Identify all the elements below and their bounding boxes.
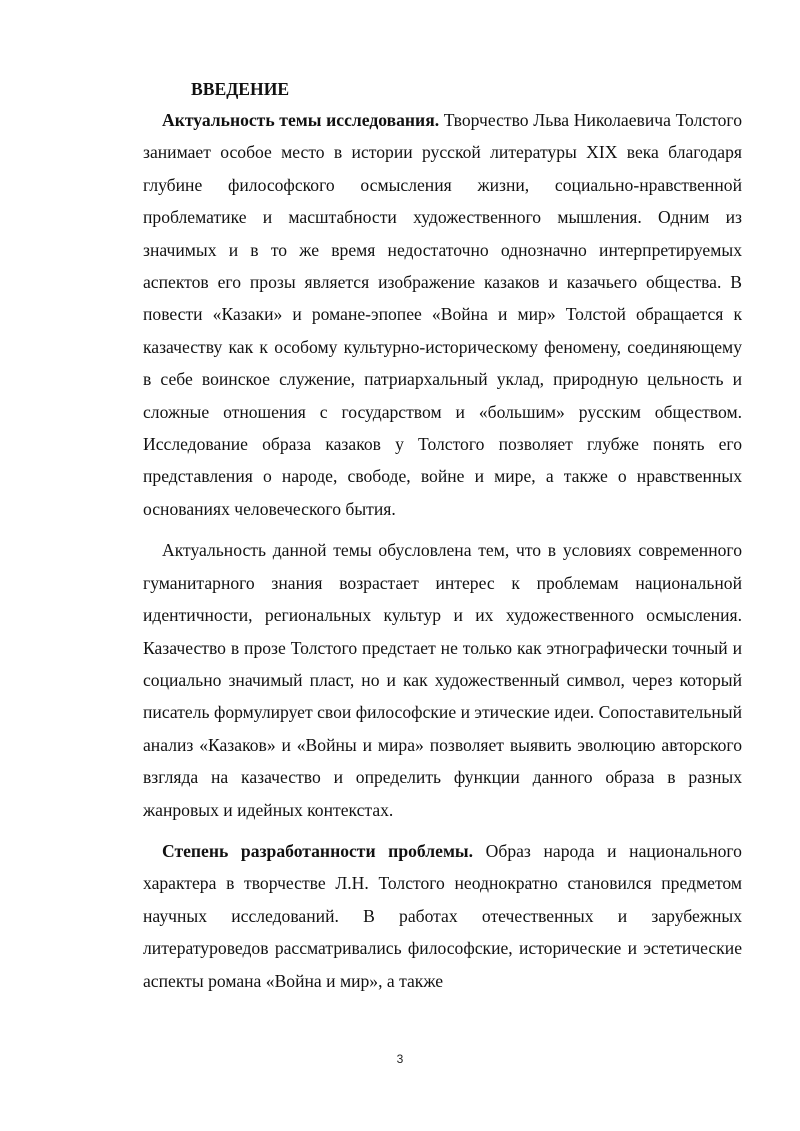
paragraph-text: Творчество Льва Николаевича Толстого занимает особое место в истории русской литературы XIX века благодаря глубине философского осмысления жизни, социально-нравственной проблематике и масштабности художественного мышления. Одним из значимых и в то же время недостаточно однозначно интерпретируемых аспектов его прозы является изображение казаков и казачьего общества. В повести «Казаки» и романе-эпопее «Война и мир» Толстой обращается к казачеству как к особому культурно-историческому феномену, соединяющему в себе воинское служение, патриархальный уклад, природную цельность и сложные отношения с государством и «большим» русским обществом. Исследование образа казаков у Толстого позволяет глубже понять его представления о народе, свободе, войне и мире, а также о нравственных основаниях человеческого бытия. xyxy=(143,110,742,519)
paragraph-relevance-continued xyxy=(143,534,742,826)
document-body xyxy=(143,74,742,997)
paragraph-lead: Степень разработанности проблемы. xyxy=(162,840,474,861)
paragraph-lead: Актуальность темы исследования. xyxy=(162,110,440,130)
paragraph-text: Образ народа и национального характера в творчестве Л.Н. Толстого неоднократно становился предметом научных исследований. В работах отечественных и зарубежных литературоведов рассматривались философские, исторические и эстетические аспекты романа «Война и мир», а также xyxy=(143,840,742,991)
paragraph-research-degree xyxy=(143,835,742,997)
paragraph-text: Актуальность данной темы обусловлена тем, что в условиях современного гуманитарного знания возрастает интерес к проблемам национальной идентичности, региональных культур и их художественного осмысления. Казачество в прозе Толстого предстает не только как этнографически точный и социально значимый пласт, но и как художественный символ, через который писатель формулирует свои философские и этические идеи. Сопоставительный анализ «Казаков» и «Войны и мира» позволяет выявить эволюцию авторского взгляда на казачество и определить функции данного образа в разных жанровых и идейных контекстах. xyxy=(143,540,742,820)
paragraph-relevance xyxy=(143,104,742,525)
section-heading: ВВЕДЕНИЕ xyxy=(191,79,290,99)
page-number: 3 xyxy=(396,1052,404,1066)
